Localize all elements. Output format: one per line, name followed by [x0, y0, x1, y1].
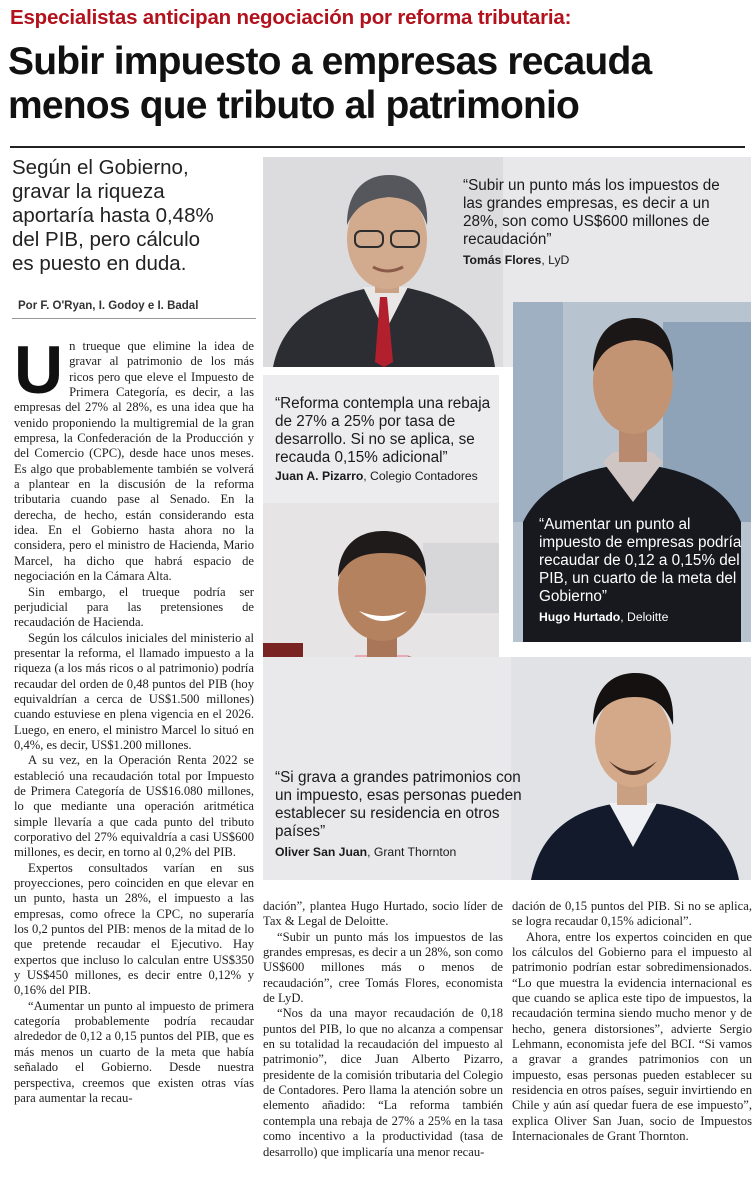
quote-text: “Reforma contempla una rebaja de 27% a 25% por tasa de desarrollo. Si no se aplica, se recauda 0,15% adicional”	[275, 395, 491, 466]
body-paragraph: “Nos da una mayor recaudación de 0,18 puntos del PIB, lo que no alcanza a compensar en su totalidad la recaudación del impuesto al patrimonio”, dice Juan Alberto Pizarro, presidente de la comisión tributaria del Colegio de Contadores. Pero llama la atención sobre un elemento añadido: “La reforma también contempla una rebaja de 27% a 25% en la tasa como incentivo a la productividad (tasa de desarrollo) que implicaría una menor recau-	[263, 1006, 503, 1159]
article-byline: Por F. O'Ryan, I. Godoy e I. Badal	[18, 300, 199, 312]
body-paragraph: Ahora, entre los expertos coinciden en que los cálculos del Gobierno para el impuesto al patrimonio podrían estar sobredimensionados. “Lo que muestra la evidencia internacional es que cuando se aplica este tipo de impuestos, la recaudación termina siendo mucho menor y de hecho, genera distorsiones”, advierte Sergio Lehmann, economista jefe del BCI. “Si vamos a gravar a grandes patrimonios con un impuesto, esas personas pueden establecer su residencia en otros países, seguir invirtiendo en Chile y aún así quedar fuera de ese impuesto”, explica Oliver San Juan, socio de Impuestos Internacionales de Grant Thornton.	[512, 929, 752, 1144]
lead-line: Según el Gobierno,	[12, 156, 189, 179]
quote-attribution	[539, 608, 751, 626]
quote-author: Oliver San Juan	[275, 845, 368, 859]
quote-attribution	[463, 251, 743, 269]
quote-org: , Grant Thornton	[367, 845, 457, 859]
body-paragraph: Sin embargo, el trueque podría ser perjudicial para las pretensiones de recaudación de Hacienda.	[14, 584, 254, 630]
article-lead	[12, 156, 257, 276]
quote-text: “Si grava a grandes patrimonios con un impuesto, esas personas pueden establecer su residencia en otros países”	[275, 769, 522, 840]
quote-text: “Subir un punto más los impuestos de las grandes empresas, es decir a un 28%, son como US$600 millones de recaudación”	[463, 177, 720, 248]
article-kicker: Especialistas anticipan negociación por reforma tributaria:	[10, 6, 572, 29]
photo-oliver-san-juan	[511, 657, 751, 880]
body-paragraph: “Aumentar un punto al impuesto de primera categoría probablemente podría recaudar alrededor de 0,12 a 0,15 puntos del PIB, que es más menos un cuarto de la meta que había señalado el Gobierno. Desde nuestra perspectiva, creemos que existen otras vías para aumentar la recau-	[14, 998, 254, 1105]
headline-line: menos que tributo al patrimonio	[8, 84, 580, 127]
photo-quote-area	[263, 157, 751, 880]
quote-org: , Colegio Contadores	[363, 469, 478, 483]
byline-divider	[12, 318, 256, 319]
body-paragraph: Un trueque que elimine la idea de gravar al patrimonio de los más ricos pero que eleve el Impuesto de Primera Categoría, es decir, a las empresas del 27% al 28%, es una idea que ha venido proponiendo la multigremial de la gran empresa, la Confederación de la Producción y del Comercio (CPC), desde hace unos meses. Es algo que probablemente también se volverá a plantear en la discusión de la reforma tributaria cuando pase al Senado. En la derecha, de hecho, están considerando esta idea. En el Gobierno hasta ahora no la considera, pero el ministro de Hacienda, Mario Marcel, ha dicho que habrá espacio de negociación en la Cámara Alta.	[14, 332, 254, 584]
quote-org: , Deloitte	[620, 610, 669, 624]
body-column-3	[512, 899, 752, 1145]
article-headline	[8, 40, 753, 128]
quote-author: Juan A. Pizarro	[275, 469, 364, 483]
body-paragraph: A su vez, en la Operación Renta 2022 se estableció una recaudación total por Impuesto de Primera Categoría de US$16.080 millones, lo que mediante una operación aritmética simple llevaría a que cada punto del tributo corporativo del 27% equivaldría a casi US$600 millones, es decir, en torno al 0,2% del PIB.	[14, 753, 254, 860]
quote-panel-hurtado	[513, 302, 751, 642]
lead-line: gravar la riqueza	[12, 180, 165, 203]
quote-oliver-san-juan	[275, 769, 525, 861]
quote-attribution	[275, 843, 525, 861]
body-column-1	[14, 332, 254, 1106]
quote-flores	[463, 177, 743, 269]
drop-cap: U	[14, 332, 64, 408]
body-paragraph: “Subir un punto más los impuestos de las grandes empresas, es decir a un 28%, son como US$600 millones más o menos de recaudación”, cree Tomás Flores, economista de LyD.	[263, 929, 503, 1006]
lead-line: es puesto en duda.	[12, 252, 187, 275]
quote-hurtado	[539, 516, 751, 626]
lead-line: aportaría hasta 0,48%	[12, 204, 214, 227]
quote-org: , LyD	[541, 253, 570, 267]
quote-text: “Aumentar un punto al impuesto de empresas podría recaudar de 0,12 a 0,15% del PIB, un cuarto de la meta del Gobierno”	[539, 516, 742, 605]
quote-attribution	[275, 469, 493, 484]
headline-line: Subir impuesto a empresas recauda	[8, 40, 652, 83]
body-paragraph: dación de 0,15 puntos del PIB. Si no se aplica, se logra recaudar 0,15% adicional”.	[512, 899, 752, 929]
headline-divider	[10, 146, 745, 148]
quote-author: Tomás Flores	[463, 253, 542, 267]
lead-line: del PIB, pero cálculo	[12, 228, 201, 251]
body-column-2	[263, 899, 503, 1160]
quote-author: Hugo Hurtado	[539, 610, 621, 624]
body-paragraph: Según los cálculos iniciales del ministerio al presentar la reforma, el llamado impuesto a la riqueza (a los más ricos o al patrimonio) podría recaudar del orden de 0,48 puntos del PIB (hoy equivaldrían a cerca de US$1.500 millones) cuando estuviese en plena vigencia en el 2026. Luego, en enero, el ministro Marcel lo situó en 0,4%, es decir, US$1.200 millones.	[14, 630, 254, 752]
quote-pizarro	[275, 395, 493, 484]
body-paragraph: Expertos consultados varían en sus proyecciones, pero coinciden en que elevar en un punto, hasta un 28%, el impuesto a las empresas, como ofrece la CPC, no superaría los 0,2 puntos del PIB: menos de la mitad de lo que pretende recaudar el Ejecutivo. Hay expertos que incluso lo calculan entre US$350 y US$450 millones, es decir entre 0,12% y 0,16% del PIB.	[14, 860, 254, 998]
body-paragraph: dación”, plantea Hugo Hurtado, socio líder de Tax & Legal de Deloitte.	[263, 899, 503, 929]
